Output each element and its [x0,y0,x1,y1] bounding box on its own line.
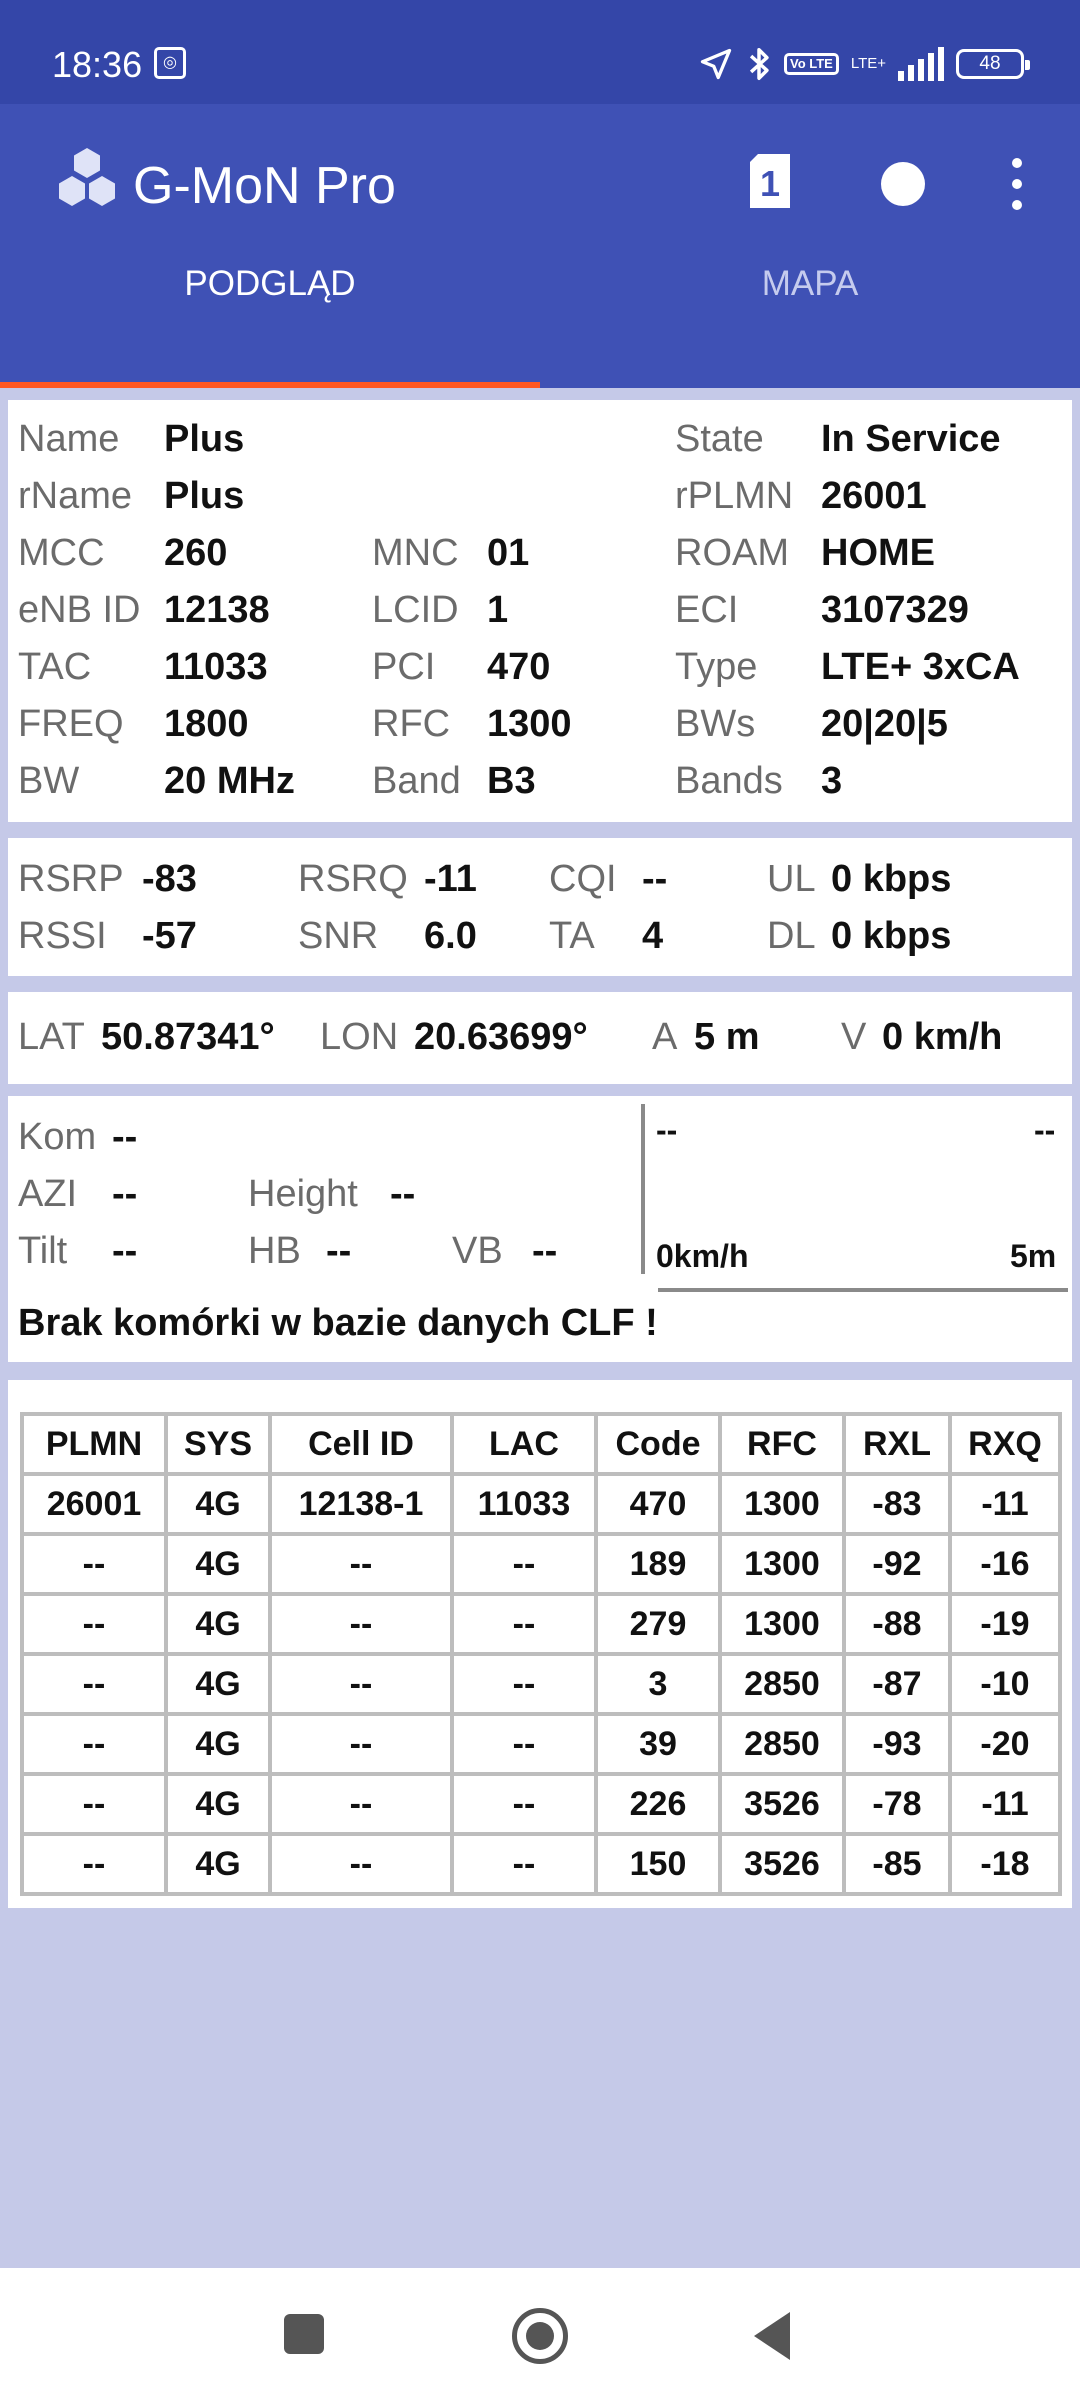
speed-value: 0km/h [656,1238,749,1274]
ul-value: 0 kbps [831,858,952,900]
azi-value: -- [112,1173,138,1215]
lte-plus-label: LTE+ [850,55,886,72]
neighbor-cells-table [20,1412,1062,1896]
vb-label: VB [452,1230,503,1272]
col-header-code: Code [596,1414,720,1474]
mcc-value: 260 [164,532,228,574]
graph-top-right-value: -- [1034,1112,1056,1148]
height-label: Height [248,1173,358,1215]
table-row [22,1714,1060,1774]
rplmn-value: 26001 [821,475,927,517]
cell-plmn: -- [22,1834,166,1894]
sim-number: 1 [759,163,781,204]
cell-plmn: -- [22,1534,166,1594]
cell-code: 189 [596,1534,720,1594]
cell-cell-id: -- [270,1774,452,1834]
freq-value: 1800 [164,703,249,745]
tilt-value: -- [112,1230,138,1272]
app-logo-icon [52,146,122,216]
cell-lac: -- [452,1774,596,1834]
cell-database-panel [8,1096,1072,1362]
cell-rxl: -93 [844,1714,950,1774]
cell-plmn: -- [22,1594,166,1654]
cell-rxl: -85 [844,1834,950,1894]
cell-cell-id: 12138-1 [270,1474,452,1534]
dl-value: 0 kbps [831,915,952,957]
cell-rfc: 2850 [720,1654,844,1714]
vertical-divider [641,1104,645,1274]
cell-rxl: -92 [844,1534,950,1594]
rssi-value: -57 [142,915,197,957]
col-header-lac: LAC [452,1414,596,1474]
status-bar [0,0,1080,104]
tab-mapa-label: MAPA [761,264,859,303]
rfc-value: 1300 [487,703,572,745]
cell-rxl: -87 [844,1654,950,1714]
col-header-cell-id: Cell ID [270,1414,452,1474]
cell-lac: 11033 [452,1474,596,1534]
cell-rxq: -20 [950,1714,1060,1774]
cell-code: 279 [596,1594,720,1654]
vb-value: -- [532,1230,558,1272]
cell-cell-id: -- [270,1834,452,1894]
horizontal-divider [658,1288,1068,1292]
lat-value: 50.87341° [101,1016,275,1058]
azi-label: AZI [18,1173,78,1215]
cell-rxq: -11 [950,1474,1060,1534]
cell-cell-id: -- [270,1654,452,1714]
type-label: Type [675,646,758,688]
eci-label: ECI [675,589,739,631]
screen-record-icon: ◎ [154,47,186,79]
tac-label: TAC [18,646,92,688]
rfc-label: RFC [372,703,451,745]
table-row [22,1594,1060,1654]
cell-rxl: -78 [844,1774,950,1834]
mnc-value: 01 [487,532,530,574]
cell-sys: 4G [166,1474,270,1534]
bw-value: 20 MHz [164,760,295,802]
active-tab-indicator [0,382,540,388]
table-header-row [22,1414,1060,1474]
cell-code: 470 [596,1474,720,1534]
home-icon[interactable] [512,2308,568,2364]
clf-message: Brak komórki w bazie danych CLF ! [18,1302,658,1344]
cell-rfc: 3526 [720,1774,844,1834]
height-value: -- [390,1173,416,1215]
rsrp-value: -83 [142,858,197,900]
mnc-label: MNC [372,532,459,574]
battery-icon: 48 [956,49,1024,79]
location-arrow-icon [698,46,734,82]
tilt-label: Tilt [18,1230,68,1272]
type-value: LTE+ 3xCA [821,646,1020,688]
enb-id-label: eNB ID [18,589,141,631]
pci-value: 470 [487,646,551,688]
velocity-label: V [841,1016,867,1058]
cqi-value: -- [642,858,668,900]
kom-label: Kom [18,1116,97,1158]
sim-card-icon[interactable] [746,152,794,210]
accuracy-value: 5 m [694,1016,760,1058]
band-label: Band [372,760,461,802]
kom-value: -- [112,1116,138,1158]
bws-value: 20|20|5 [821,703,948,745]
hb-label: HB [248,1230,301,1272]
eci-value: 3107329 [821,589,969,631]
name-value: Plus [164,418,245,460]
rsrq-value: -11 [424,858,477,900]
dl-label: DL [767,915,816,957]
lcid-label: LCID [372,589,459,631]
location-panel [8,992,1072,1084]
app-title: G-MoN Pro [133,157,396,215]
mcc-label: MCC [18,532,105,574]
cell-sys: 4G [166,1654,270,1714]
bluetooth-icon [746,45,772,83]
status-time: 18:36 [52,44,143,85]
cell-rfc: 3526 [720,1834,844,1894]
state-value: In Service [821,418,1001,460]
table-row [22,1774,1060,1834]
table-row [22,1534,1060,1594]
ul-label: UL [767,858,816,900]
cell-rfc: 2850 [720,1714,844,1774]
overflow-menu-icon[interactable] [1012,158,1024,210]
cell-plmn: -- [22,1714,166,1774]
col-header-sys: SYS [166,1414,270,1474]
rname-label: rName [18,475,133,517]
table-row [22,1474,1060,1534]
serving-cell-panel [8,400,1072,822]
cell-sys: 4G [166,1834,270,1894]
tac-value: 11033 [164,646,268,688]
cell-lac: -- [452,1654,596,1714]
snr-value: 6.0 [424,915,477,957]
cell-sys: 4G [166,1594,270,1654]
record-toggle-icon[interactable] [881,162,925,206]
ta-value: 4 [642,915,664,957]
signal-strength-icon [898,47,944,81]
bws-label: BWs [675,703,756,745]
graph-top-left-value: -- [656,1112,678,1148]
cell-rfc: 1300 [720,1474,844,1534]
lat-label: LAT [18,1016,85,1058]
col-header-rxq: RXQ [950,1414,1060,1474]
tab-podglad-label: PODGLĄD [184,264,356,303]
name-label: Name [18,418,120,460]
freq-label: FREQ [18,703,124,745]
cell-plmn: -- [22,1774,166,1834]
volte-icon: Vo LTE [784,53,839,75]
distance-value: 5m [1010,1238,1057,1274]
cell-rxq: -18 [950,1834,1060,1894]
cell-code: 39 [596,1714,720,1774]
velocity-value: 0 km/h [882,1016,1003,1058]
roam-value: HOME [821,532,935,574]
cell-rxq: -10 [950,1654,1060,1714]
cqi-label: CQI [549,858,617,900]
cell-rxl: -83 [844,1474,950,1534]
cell-cell-id: -- [270,1594,452,1654]
recent-apps-icon[interactable] [284,2314,324,2354]
cell-plmn: -- [22,1654,166,1714]
pci-label: PCI [372,646,436,688]
cell-rfc: 1300 [720,1534,844,1594]
table-row [22,1834,1060,1894]
rsrp-label: RSRP [18,858,124,900]
col-header-rxl: RXL [844,1414,950,1474]
roam-label: ROAM [675,532,789,574]
lcid-value: 1 [487,589,509,631]
cell-lac: -- [452,1534,596,1594]
band-value: B3 [487,760,536,802]
cell-rfc: 1300 [720,1594,844,1654]
hb-value: -- [326,1230,352,1272]
cell-rxq: -11 [950,1774,1060,1834]
cell-lac: -- [452,1714,596,1774]
col-header-plmn: PLMN [22,1414,166,1474]
snr-label: SNR [298,915,379,957]
cell-code: 150 [596,1834,720,1894]
col-header-rfc: RFC [720,1414,844,1474]
table-row [22,1654,1060,1714]
back-icon[interactable] [754,2312,790,2360]
cell-plmn: 26001 [22,1474,166,1534]
cell-code: 3 [596,1654,720,1714]
status-icons [698,38,1024,90]
app-bar [0,104,1080,388]
enb-id-value: 12138 [164,589,270,631]
cell-lac: -- [452,1834,596,1894]
rplmn-label: rPLMN [675,475,794,517]
cell-sys: 4G [166,1774,270,1834]
accuracy-label: A [652,1016,678,1058]
cell-cell-id: -- [270,1534,452,1594]
bands-label: Bands [675,760,783,802]
lon-label: LON [320,1016,399,1058]
cell-cell-id: -- [270,1714,452,1774]
rname-value: Plus [164,475,245,517]
rssi-label: RSSI [18,915,107,957]
cell-lac: -- [452,1594,596,1654]
tab-mapa[interactable] [540,234,1080,388]
state-label: State [675,418,764,460]
cell-sys: 4G [166,1714,270,1774]
system-navigation-bar [0,2268,1080,2400]
cell-code: 226 [596,1774,720,1834]
bands-value: 3 [821,760,843,802]
rsrq-label: RSRQ [298,858,408,900]
lon-value: 20.63699° [414,1016,588,1058]
cell-rxq: -16 [950,1534,1060,1594]
bw-label: BW [18,760,80,802]
cell-sys: 4G [166,1534,270,1594]
ta-label: TA [549,915,595,957]
cell-rxl: -88 [844,1594,950,1654]
tab-podglad[interactable] [0,234,540,388]
cell-rxq: -19 [950,1594,1060,1654]
neighbor-cells-panel [8,1380,1072,1908]
signal-panel [8,838,1072,976]
